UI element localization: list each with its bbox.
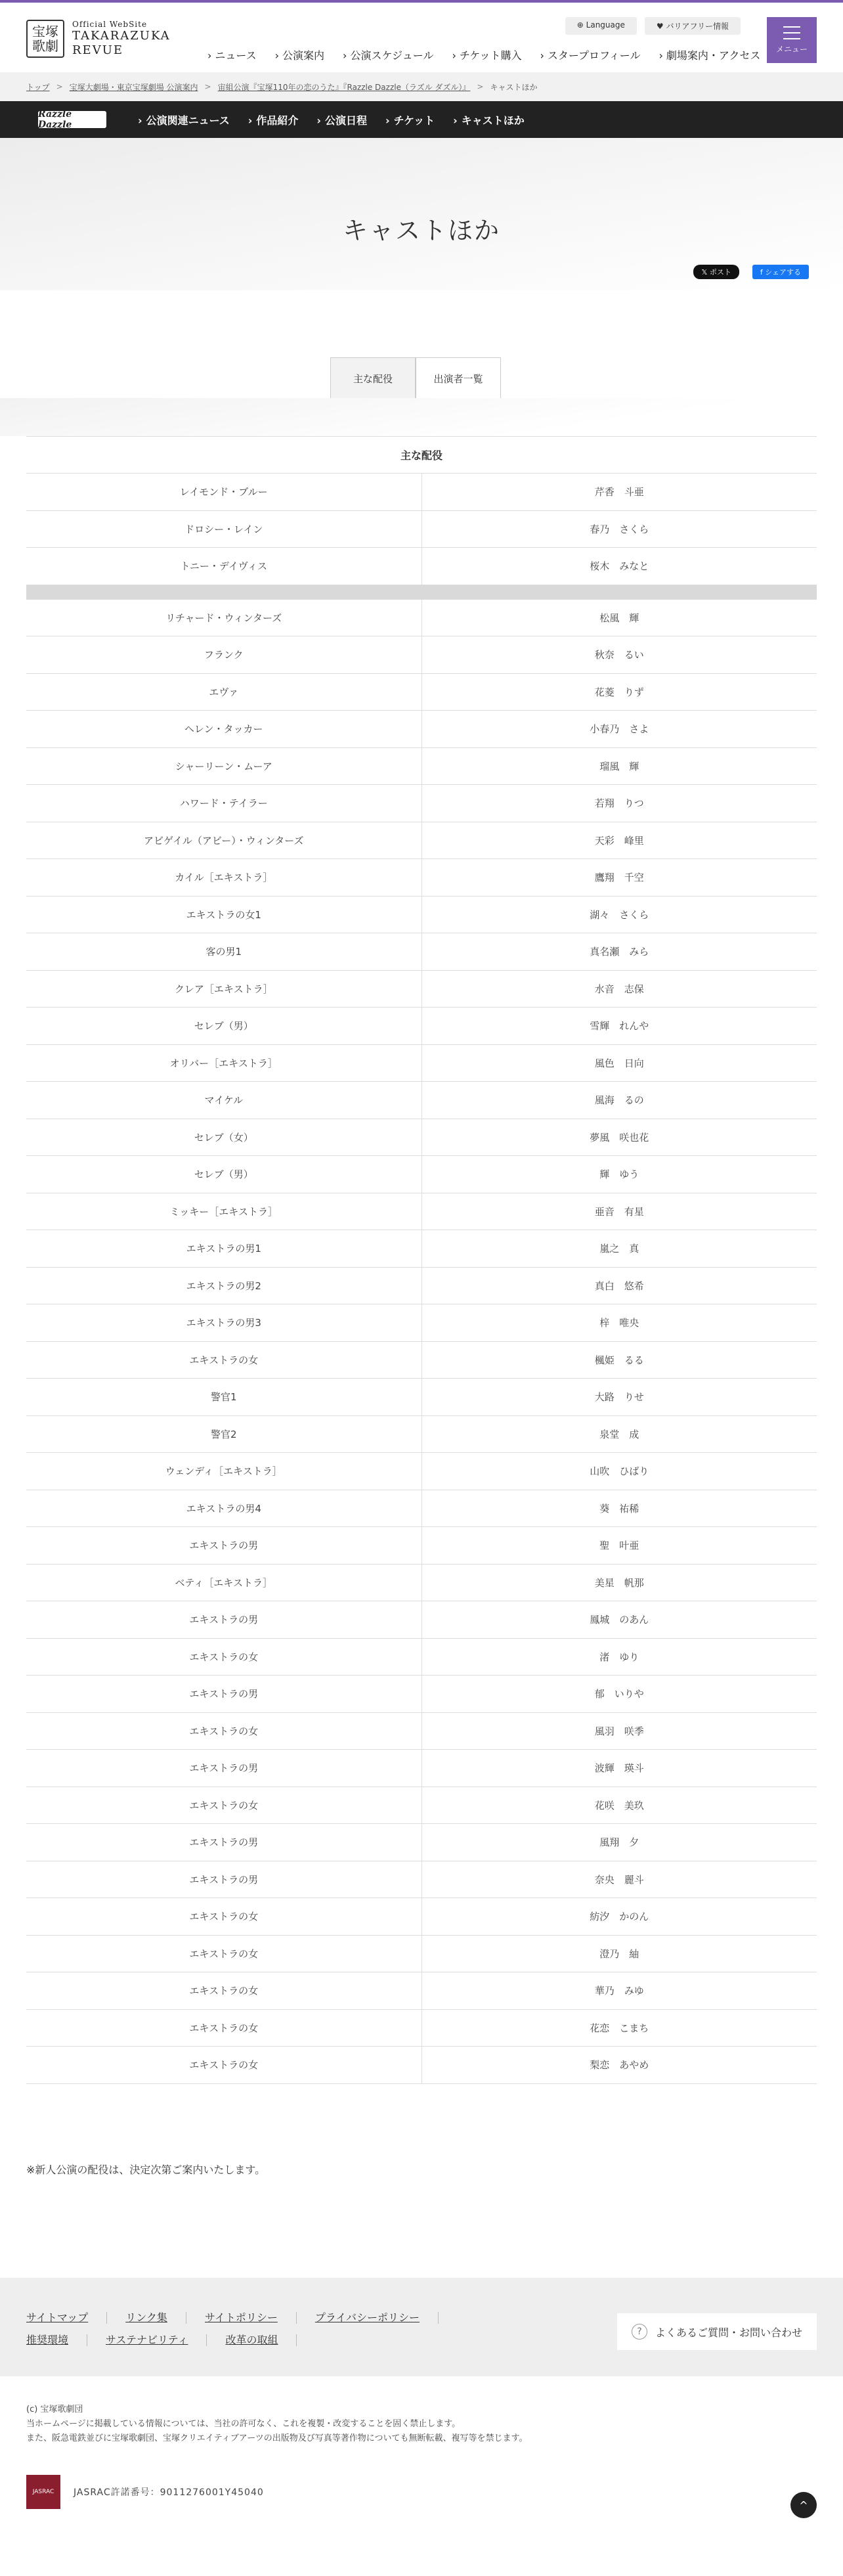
cast-row — [26, 1898, 817, 1936]
show-logo[interactable]: Razzle Dazzle — [38, 111, 106, 128]
actor-name: 亜音 有星 — [594, 1205, 644, 1218]
hamburger-icon — [783, 26, 800, 39]
role-name: 客の男1 — [26, 933, 422, 970]
subnav-tickets[interactable]: › チケット — [385, 112, 435, 127]
role-name: セレブ（女） — [26, 1119, 422, 1156]
nav-performances[interactable]: › 公演案内 — [275, 47, 324, 62]
cast-row — [26, 822, 817, 860]
subnav-dates[interactable]: › 公演日程 — [316, 112, 367, 127]
subnav-news[interactable]: › 公演関連ニュース — [138, 112, 230, 127]
breadcrumb: トップ > 宝塚大劇場・東京宝塚劇場 公演案内 > 宙組公演『宝塚110年の恋のうた』『Razzle Dazzle（ラズル ダズル）』 > キャストほか — [0, 72, 843, 101]
cast-row — [26, 1304, 817, 1342]
role-name: ハワード・テイラー — [26, 785, 422, 822]
logo-title-1: TAKARAZUKA — [72, 29, 171, 43]
role-name: フランク — [26, 636, 422, 673]
actor-name: 秋奈 るい — [594, 649, 644, 661]
cast-row — [26, 2047, 817, 2084]
actor-name: 春乃 さくら — [590, 523, 649, 535]
copyright-notice-1: 当ホームページに掲載している情報については、当社の許可なく、これを複製・改変することを固く禁止します。 — [26, 2419, 461, 2429]
role-name: エキストラの女 — [26, 1787, 422, 1824]
role-name: シャーリーン・ムーア — [26, 748, 422, 785]
role-name: エキストラの女 — [26, 1972, 422, 2009]
cast-row — [26, 1713, 817, 1750]
role-name: ミッキー［エキストラ］ — [26, 1193, 422, 1230]
role-name: エキストラの男3 — [26, 1304, 422, 1341]
cast-row — [26, 1824, 817, 1861]
role-name: アビゲイル（アビー）・ウィンターズ — [26, 822, 422, 859]
nav-news[interactable]: › ニュース — [207, 47, 257, 62]
role-name: エキストラの女 — [26, 1639, 422, 1676]
copyright-notice-2: また、阪急電鉄並びに宝塚歌劇団、宝塚クリエイティブアーツの出版物及び写真等著作物についても無断転載、複写等を禁じます。 — [26, 2433, 528, 2443]
actor-name: 聖 叶亜 — [599, 1540, 639, 1552]
role-name: マイケル — [26, 1082, 422, 1119]
cast-row — [26, 1527, 817, 1565]
actor-name: 水音 志保 — [594, 983, 644, 995]
role-name: セレブ（男） — [26, 1156, 422, 1193]
site-logo[interactable] — [26, 20, 171, 58]
jasrac-license: JASRAC許諾番号：9011276001Y45040 — [74, 2487, 264, 2498]
understudy-note: ※新人公演の配役は、決定次第ご案内いたします。 — [26, 2163, 266, 2176]
role-name: クレア［エキストラ］ — [26, 971, 422, 1008]
actor-name: 嵐之 真 — [599, 1243, 639, 1255]
actor-name: 真名瀬 みら — [590, 946, 649, 958]
role-name: エキストラの男 — [26, 1824, 422, 1861]
role-name: セレブ（男） — [26, 1008, 422, 1044]
actor-name: 雪輝 れんや — [590, 1020, 649, 1033]
actor-name: 松風 輝 — [599, 611, 639, 624]
role-name: エキストラの男4 — [26, 1490, 422, 1527]
role-name: ドロシー・レイン — [26, 511, 422, 548]
actor-name: 花恋 こまち — [590, 2022, 649, 2034]
global-nav — [207, 47, 760, 62]
cast-row — [26, 1750, 817, 1787]
chevron-up-icon: ^ — [799, 2498, 808, 2512]
cast-row — [26, 511, 817, 548]
actor-name: 大路 りせ — [594, 1391, 644, 1404]
cast-row — [26, 636, 817, 674]
subnav-cast[interactable]: › キャストほか — [453, 112, 525, 127]
role-name: エキストラの男 — [26, 1861, 422, 1898]
cast-row — [26, 1453, 817, 1490]
footer-link-environment[interactable]: 推奨環境 — [26, 2334, 87, 2346]
cast-row — [26, 1861, 817, 1899]
nav-schedule[interactable]: › 公演スケジュール — [343, 47, 433, 62]
cast-row — [26, 1490, 817, 1528]
actor-name: 泉堂 成 — [599, 1428, 639, 1440]
footer-link-sustainability[interactable]: サステナビリティ — [106, 2334, 207, 2346]
cast-row — [26, 1565, 817, 1602]
actor-name: 梨恋 あやめ — [590, 2059, 649, 2072]
page-title: キャストほか — [342, 216, 500, 245]
footer-link-sitemap[interactable]: サイトマップ — [26, 2312, 107, 2324]
cast-row — [26, 674, 817, 711]
actor-name: 芹香 斗亜 — [594, 486, 644, 499]
subnav-introduction[interactable]: › 作品紹介 — [248, 112, 299, 127]
role-name: エキストラの女1 — [26, 897, 422, 933]
actor-name: 輝 ゆう — [599, 1168, 639, 1181]
actor-name: 桜木 みなと — [590, 560, 649, 573]
cast-row — [26, 971, 817, 1008]
tab-main-cast[interactable]: 主な配役 — [330, 357, 416, 399]
role-name: ウェンディ［エキストラ］ — [26, 1453, 422, 1490]
footer-link-reform[interactable]: 改革の取組 — [225, 2334, 297, 2346]
cast-row — [26, 1342, 817, 1379]
actor-name: 瑠風 輝 — [599, 760, 639, 772]
actor-name: 波輝 瑛斗 — [594, 1762, 644, 1775]
role-name: ヘレン・タッカー — [26, 711, 422, 747]
role-name: エキストラの男 — [26, 1601, 422, 1638]
role-name: カイル［エキストラ］ — [26, 859, 422, 896]
actor-name: 天彩 峰里 — [594, 834, 644, 847]
cast-row — [26, 897, 817, 934]
cast-table — [26, 436, 817, 2084]
actor-name: 風色 日向 — [594, 1057, 644, 1069]
role-name: 警官1 — [26, 1379, 422, 1415]
cast-row — [26, 1787, 817, 1825]
actor-name: 奈央 麗斗 — [594, 1873, 644, 1886]
actor-name: 華乃 みゆ — [594, 1985, 644, 1997]
cast-content — [0, 398, 843, 2267]
footer-links — [26, 2312, 499, 2346]
cast-divider — [26, 585, 817, 600]
actor-name: 紡汐 かのん — [590, 1911, 649, 1923]
cast-table-heading: 主な配役 — [26, 437, 817, 474]
menu-button[interactable]: メニュー — [767, 17, 817, 63]
cast-row — [26, 711, 817, 748]
role-name: エキストラの男2 — [26, 1268, 422, 1304]
logo-subtitle: Official WebSite — [72, 20, 148, 29]
cast-row — [26, 548, 817, 585]
tabs-area — [0, 290, 843, 398]
logo-mark: 宝塚 歌劇 — [26, 20, 64, 58]
nav-theater-access[interactable]: › 劇場案内・アクセス — [659, 47, 760, 62]
actor-name: 真白 悠希 — [594, 1279, 644, 1292]
actor-name: 山吹 ひばり — [590, 1465, 649, 1478]
cast-row — [26, 1193, 817, 1231]
cast-row — [26, 859, 817, 897]
cast-row — [26, 600, 817, 637]
footer-link-site-policy[interactable]: サイトポリシー — [205, 2312, 297, 2324]
role-name: エキストラの女 — [26, 1713, 422, 1750]
show-subnav — [0, 101, 843, 138]
role-name: オリバー［エキストラ］ — [26, 1045, 422, 1082]
role-name: エキストラの女 — [26, 1342, 422, 1379]
cast-row — [26, 933, 817, 971]
actor-name: 若翔 りつ — [594, 797, 644, 810]
cast-row — [26, 1119, 817, 1157]
role-name: エキストラの男 — [26, 1750, 422, 1787]
faq-contact-button[interactable]: ? よくあるご質問・お問い合わせ — [617, 2313, 817, 2350]
cast-row — [26, 1936, 817, 1973]
copyright: (c) 宝塚歌劇団 — [26, 2405, 83, 2414]
cast-row — [26, 1379, 817, 1416]
actor-name: 小春乃 さよ — [590, 723, 649, 736]
role-name: リチャード・ウィンターズ — [26, 600, 422, 636]
cast-row — [26, 2010, 817, 2047]
actor-name: 花咲 美玖 — [594, 1799, 644, 1811]
actor-name: 鷹翔 千空 — [594, 872, 644, 884]
logo-title-2: REVUE — [72, 43, 124, 57]
site-header — [0, 3, 843, 72]
role-name: ベティ［エキストラ］ — [26, 1565, 422, 1601]
breadcrumb-current: キャストほか — [490, 82, 538, 92]
facebook-share-button[interactable]: f シェアする — [752, 265, 809, 279]
actor-name: 渚 ゆり — [599, 1651, 639, 1663]
actor-name: 美星 帆那 — [594, 1576, 644, 1589]
actor-name: 郁 いりや — [594, 1688, 644, 1700]
breadcrumb-performances[interactable]: 宝塚大劇場・東京宝塚劇場 公演案内 — [69, 82, 198, 92]
actor-name: 夢風 咲也花 — [590, 1131, 649, 1144]
cast-row — [26, 1639, 817, 1676]
footer-link-links[interactable]: リンク集 — [125, 2312, 186, 2324]
actor-name: 澄乃 紬 — [599, 1947, 639, 1960]
site-footer — [0, 2278, 843, 2576]
actor-name: 湖々 さくら — [590, 908, 649, 921]
nav-star-profile[interactable]: › スタープロフィール — [540, 47, 640, 62]
role-name: エキストラの男 — [26, 1527, 422, 1564]
actor-name: 花菱 りず — [594, 686, 644, 698]
cast-row — [26, 1045, 817, 1082]
cast-row — [26, 1156, 817, 1193]
role-name: エキストラの女 — [26, 2047, 422, 2083]
cast-row — [26, 1676, 817, 1713]
cast-row — [26, 1082, 817, 1119]
cast-row — [26, 1601, 817, 1639]
role-name: エキストラの男 — [26, 1676, 422, 1712]
role-name: レイモンド・ブルー — [26, 474, 422, 510]
cast-row — [26, 1268, 817, 1305]
actor-name: 鳳城 のあん — [590, 1614, 649, 1626]
page-top-button[interactable] — [790, 2492, 817, 2518]
role-name: エキストラの男1 — [26, 1230, 422, 1267]
barrier-free-button[interactable]: ♥ バリアフリー情報 — [645, 17, 741, 35]
tab-performers[interactable]: 出演者一覧 — [416, 357, 501, 399]
cast-row — [26, 474, 817, 511]
actor-name: 葵 祐稀 — [599, 1502, 639, 1515]
role-name: エキストラの女 — [26, 2010, 422, 2047]
role-name: 警官2 — [26, 1416, 422, 1453]
cast-row — [26, 1230, 817, 1268]
cast-row — [26, 748, 817, 786]
cast-row — [26, 1416, 817, 1454]
role-name: エヴァ — [26, 674, 422, 711]
footer-link-privacy[interactable]: プライバシーポリシー — [315, 2312, 439, 2324]
x-post-button[interactable]: 𝕏 ポスト — [693, 265, 739, 279]
breadcrumb-top[interactable]: トップ — [26, 82, 50, 92]
breadcrumb-show[interactable]: 宙組公演『宝塚110年の恋のうた』『Razzle Dazzle（ラズル ダズル）』 — [217, 82, 471, 92]
role-name: エキストラの女 — [26, 1936, 422, 1972]
cast-row — [26, 1972, 817, 2010]
role-name: エキストラの女 — [26, 1898, 422, 1935]
cast-row — [26, 1008, 817, 1045]
question-icon: ? — [632, 2324, 647, 2340]
actor-name: 風翔 夕 — [599, 1836, 639, 1849]
actor-name: 風海 るの — [594, 1094, 644, 1107]
cast-row — [26, 785, 817, 822]
actor-name: 梓 唯央 — [599, 1317, 639, 1329]
actor-name: 風羽 咲季 — [594, 1725, 644, 1737]
role-name: トニー・デイヴィス — [26, 548, 422, 585]
jasrac-logo: JASRAC — [26, 2475, 60, 2509]
nav-tickets[interactable]: › チケット購入 — [452, 47, 521, 62]
page-hero — [0, 138, 843, 290]
language-button[interactable]: ⊕ Language — [565, 17, 637, 35]
actor-name: 楓姫 るる — [594, 1354, 644, 1366]
